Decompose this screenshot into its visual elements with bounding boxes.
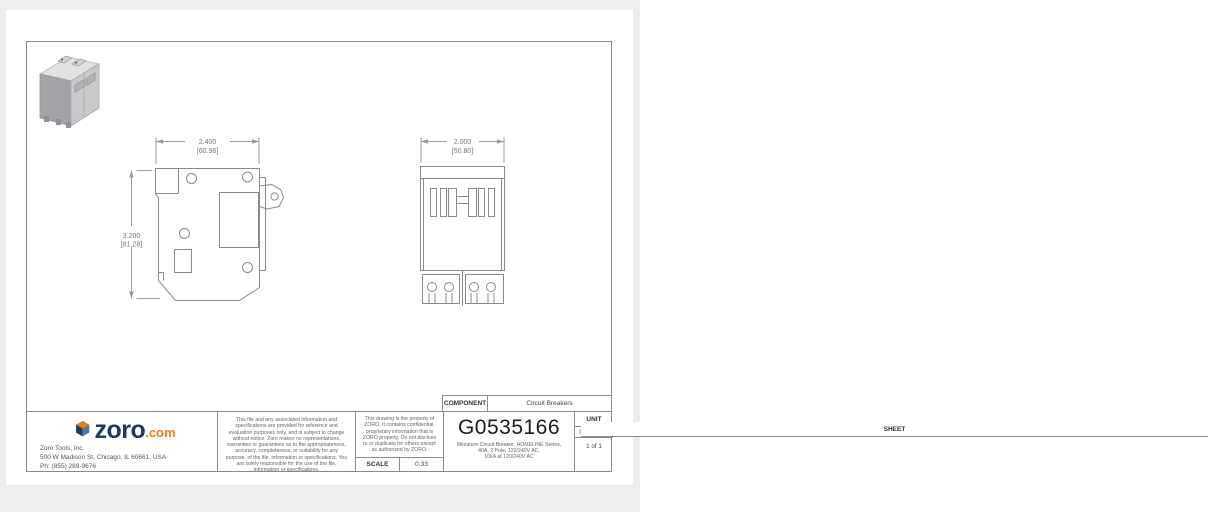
component-label: COMPONENT	[443, 396, 488, 411]
component-value: Circuit Breakers	[526, 400, 573, 407]
property-notice-cell	[356, 412, 444, 471]
breaker-handle-window	[431, 189, 495, 217]
part-description-line: Miniature Circuit Breaker, HOMELINE Series,	[456, 442, 562, 448]
front-view-drawing	[421, 167, 505, 306]
property-notice-text: This drawing is the property of ZORO. It contains confidential, proprietary information that is ZORO property. Do not disclose to or duplicate for others except as authorized by ZORO.	[362, 416, 437, 454]
product-photo	[40, 56, 99, 128]
sheet-label: SHEET	[581, 422, 1208, 437]
part-description-line: 40A, 2 Pole, 120/240V AC,	[478, 448, 540, 454]
front-width-inch-text: 2.000	[453, 139, 472, 146]
logo-wordmark: zoro	[94, 416, 146, 444]
component-row	[442, 395, 612, 412]
side-height-inch-text: 3.200	[122, 233, 141, 240]
title-block	[26, 411, 906, 474]
side-height-mm-text: [81.28]	[120, 241, 143, 249]
unit-label: UNIT	[575, 412, 613, 427]
zoro-logo	[27, 416, 217, 444]
sheet-value: 1 of 1	[586, 443, 602, 450]
part-description-line: 10kA at 120/240V AC	[484, 454, 534, 460]
zoro-cube-icon	[68, 418, 90, 440]
side-view-height-dimension	[121, 171, 160, 299]
unit-sheet-column	[575, 412, 906, 471]
side-width-inch-text: 2.400	[198, 139, 217, 146]
side-view-drawing	[156, 169, 284, 301]
breaker-stab-clip	[260, 185, 284, 210]
side-view-width-dimension	[156, 138, 259, 165]
file-disclaimer-text: This file and any associated information and specifications are provided for reference and evaluation purposes only, and is subject to change without notice. Zoro makes no representations, warranties or guarantees as to the appropriateness, accuracy, completeness, or suitability for any purpose, of the file, information or specifications. You are solely responsible for the use of the file, information or specifications.	[218, 412, 356, 471]
logo-tld: .com	[145, 425, 176, 440]
scale-value: 0.33	[415, 461, 428, 468]
side-width-mm-text: [60.96]	[196, 148, 219, 155]
scale-label: SCALE	[356, 458, 400, 471]
part-description	[444, 442, 574, 460]
company-address-block	[40, 444, 217, 471]
part-cell	[444, 412, 575, 471]
front-width-mm-text: [50.80]	[451, 148, 474, 155]
scale-row	[356, 457, 443, 471]
company-phone: Ph: (855) 289-9676	[40, 463, 97, 470]
company-address: 500 W Madison St, Chicago, IL 60661, USA	[40, 454, 167, 461]
front-view-width-dimension	[421, 138, 504, 164]
company-name: Zoro Tools, Inc.	[40, 445, 85, 452]
company-cell	[27, 412, 218, 471]
breaker-terminal-blocks	[423, 271, 504, 306]
part-number: G0535166	[457, 416, 561, 439]
